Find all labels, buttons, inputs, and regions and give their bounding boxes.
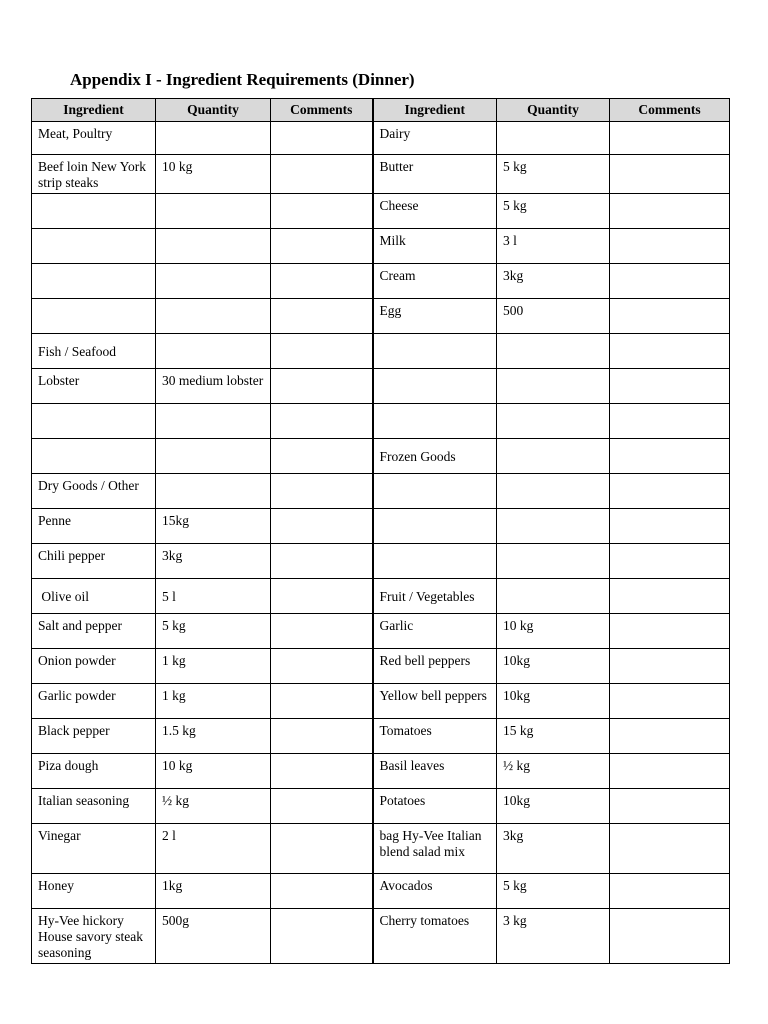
right-quantity-cell: 5 kg [497, 155, 610, 194]
left-quantity-cell [156, 122, 271, 155]
right-comments-cell [610, 264, 730, 299]
left-ingredient-cell: Vinegar [32, 824, 156, 874]
left-quantity-cell [156, 439, 271, 474]
left-ingredient-cell: Olive oil [32, 579, 156, 614]
right-ingredient-cell [373, 334, 497, 369]
header-ingredient-right: Ingredient [373, 99, 497, 122]
left-ingredient-cell: Fish / Seafood [32, 334, 156, 369]
right-ingredient-cell: Yellow bell peppers [373, 684, 497, 719]
left-quantity-cell: 1kg [156, 874, 271, 909]
right-quantity-cell: 3 l [497, 229, 610, 264]
right-comments-cell [610, 229, 730, 264]
right-ingredient-cell [373, 544, 497, 579]
table-row [32, 719, 730, 754]
table-row [32, 649, 730, 684]
table-row [32, 334, 730, 369]
left-ingredient-cell: Italian seasoning [32, 789, 156, 824]
left-comments-cell [271, 369, 373, 404]
left-quantity-cell: 2 l [156, 824, 271, 874]
right-ingredient-cell: Cream [373, 264, 497, 299]
left-quantity-cell: 5 kg [156, 614, 271, 649]
right-ingredient-cell: bag Hy-Vee Italian blend salad mix [373, 824, 497, 874]
left-comments-cell [271, 789, 373, 824]
header-quantity-left: Quantity [156, 99, 271, 122]
header-comments-right: Comments [610, 99, 730, 122]
left-ingredient-cell [32, 404, 156, 439]
left-comments-cell [271, 719, 373, 754]
right-quantity-cell: 10kg [497, 649, 610, 684]
header-ingredient-left: Ingredient [32, 99, 156, 122]
right-quantity-cell: 10kg [497, 684, 610, 719]
left-ingredient-cell: Meat, Poultry [32, 122, 156, 155]
left-ingredient-cell: Salt and pepper [32, 614, 156, 649]
header-comments-left: Comments [271, 99, 373, 122]
left-comments-cell [271, 404, 373, 439]
left-comments-cell [271, 824, 373, 874]
right-ingredient-cell [373, 509, 497, 544]
right-comments-cell [610, 299, 730, 334]
right-quantity-cell [497, 369, 610, 404]
left-quantity-cell [156, 474, 271, 509]
left-comments-cell [271, 684, 373, 719]
left-comments-cell [271, 264, 373, 299]
left-quantity-cell: 1.5 kg [156, 719, 271, 754]
right-comments-cell [610, 155, 730, 194]
ingredient-table [31, 98, 730, 964]
right-quantity-cell [497, 122, 610, 155]
left-quantity-cell: 15kg [156, 509, 271, 544]
left-quantity-cell: 1 kg [156, 649, 271, 684]
left-quantity-cell: 1 kg [156, 684, 271, 719]
left-ingredient-cell: Dry Goods / Other [32, 474, 156, 509]
table-row [32, 194, 730, 229]
table-row [32, 614, 730, 649]
left-quantity-cell: 10 kg [156, 754, 271, 789]
right-quantity-cell [497, 334, 610, 369]
left-quantity-cell [156, 194, 271, 229]
left-ingredient-cell: Beef loin New York strip steaks [32, 155, 156, 194]
right-quantity-cell: ½ kg [497, 754, 610, 789]
table-row [32, 684, 730, 719]
left-ingredient-cell [32, 299, 156, 334]
right-ingredient-cell: Potatoes [373, 789, 497, 824]
right-ingredient-cell: Avocados [373, 874, 497, 909]
table-row [32, 544, 730, 579]
left-comments-cell [271, 579, 373, 614]
right-comments-cell [610, 789, 730, 824]
left-ingredient-cell: Honey [32, 874, 156, 909]
right-quantity-cell: 10 kg [497, 614, 610, 649]
right-comments-cell [610, 439, 730, 474]
right-comments-cell [610, 194, 730, 229]
left-ingredient-cell [32, 264, 156, 299]
left-comments-cell [271, 334, 373, 369]
table-row [32, 229, 730, 264]
table-row [32, 404, 730, 439]
right-comments-cell [610, 404, 730, 439]
left-quantity-cell [156, 404, 271, 439]
table-row [32, 155, 730, 194]
right-quantity-cell [497, 579, 610, 614]
page-title: Appendix I - Ingredient Requirements (Dinner) [70, 70, 415, 89]
right-ingredient-cell [373, 369, 497, 404]
right-ingredient-cell: Garlic [373, 614, 497, 649]
left-comments-cell [271, 614, 373, 649]
right-comments-cell [610, 909, 730, 964]
left-comments-cell [271, 439, 373, 474]
right-quantity-cell: 5 kg [497, 194, 610, 229]
right-quantity-cell [497, 439, 610, 474]
right-quantity-cell [497, 404, 610, 439]
left-ingredient-cell: Black pepper [32, 719, 156, 754]
table-row [32, 789, 730, 824]
right-comments-cell [610, 824, 730, 874]
left-comments-cell [271, 754, 373, 789]
right-comments-cell [610, 474, 730, 509]
right-comments-cell [610, 719, 730, 754]
right-ingredient-cell: Frozen Goods [373, 439, 497, 474]
right-comments-cell [610, 579, 730, 614]
left-quantity-cell: 30 medium lobster [156, 369, 271, 404]
left-comments-cell [271, 194, 373, 229]
left-comments-cell [271, 649, 373, 684]
left-quantity-cell [156, 334, 271, 369]
left-ingredient-cell: Chili pepper [32, 544, 156, 579]
left-quantity-cell: 10 kg [156, 155, 271, 194]
right-comments-cell [610, 754, 730, 789]
right-comments-cell [610, 614, 730, 649]
left-comments-cell [271, 122, 373, 155]
right-comments-cell [610, 544, 730, 579]
left-quantity-cell [156, 264, 271, 299]
right-ingredient-cell: Red bell peppers [373, 649, 497, 684]
right-ingredient-cell: Tomatoes [373, 719, 497, 754]
right-quantity-cell [497, 509, 610, 544]
right-quantity-cell [497, 544, 610, 579]
right-ingredient-cell: Dairy [373, 122, 497, 155]
right-ingredient-cell: Cheese [373, 194, 497, 229]
left-quantity-cell [156, 229, 271, 264]
right-comments-cell [610, 334, 730, 369]
left-quantity-cell [156, 299, 271, 334]
table-row [32, 874, 730, 909]
table-row [32, 909, 730, 964]
right-comments-cell [610, 649, 730, 684]
left-comments-cell [271, 509, 373, 544]
left-quantity-cell: ½ kg [156, 789, 271, 824]
table-row [32, 369, 730, 404]
left-comments-cell [271, 874, 373, 909]
right-ingredient-cell [373, 404, 497, 439]
right-ingredient-cell: Fruit / Vegetables [373, 579, 497, 614]
left-comments-cell [271, 155, 373, 194]
right-quantity-cell: 3 kg [497, 909, 610, 964]
table-row [32, 754, 730, 789]
left-quantity-cell: 500g [156, 909, 271, 964]
right-ingredient-cell: Butter [373, 155, 497, 194]
table-row [32, 122, 730, 155]
table-row [32, 299, 730, 334]
right-comments-cell [610, 369, 730, 404]
table-row [32, 474, 730, 509]
header-quantity-right: Quantity [497, 99, 610, 122]
right-quantity-cell: 3kg [497, 264, 610, 299]
left-comments-cell [271, 544, 373, 579]
right-quantity-cell: 5 kg [497, 874, 610, 909]
table-row [32, 264, 730, 299]
left-comments-cell [271, 909, 373, 964]
left-ingredient-cell: Hy-Vee hickory House savory steak seasoning [32, 909, 156, 964]
left-ingredient-cell: Lobster [32, 369, 156, 404]
right-comments-cell [610, 684, 730, 719]
left-ingredient-cell [32, 439, 156, 474]
right-quantity-cell [497, 474, 610, 509]
left-comments-cell [271, 299, 373, 334]
table-row [32, 824, 730, 874]
right-ingredient-cell: Cherry tomatoes [373, 909, 497, 964]
table-row [32, 509, 730, 544]
left-quantity-cell: 5 l [156, 579, 271, 614]
right-quantity-cell: 3kg [497, 824, 610, 874]
left-ingredient-cell [32, 194, 156, 229]
table-row [32, 579, 730, 614]
right-quantity-cell: 10kg [497, 789, 610, 824]
right-ingredient-cell [373, 474, 497, 509]
table-row [32, 439, 730, 474]
right-ingredient-cell: Basil leaves [373, 754, 497, 789]
left-comments-cell [271, 474, 373, 509]
left-quantity-cell: 3kg [156, 544, 271, 579]
left-ingredient-cell: Onion powder [32, 649, 156, 684]
left-ingredient-cell [32, 229, 156, 264]
right-comments-cell [610, 122, 730, 155]
right-quantity-cell: 500 [497, 299, 610, 334]
right-comments-cell [610, 509, 730, 544]
right-ingredient-cell: Milk [373, 229, 497, 264]
right-comments-cell [610, 874, 730, 909]
right-ingredient-cell: Egg [373, 299, 497, 334]
left-ingredient-cell: Penne [32, 509, 156, 544]
right-quantity-cell: 15 kg [497, 719, 610, 754]
left-ingredient-cell: Garlic powder [32, 684, 156, 719]
left-comments-cell [271, 229, 373, 264]
left-ingredient-cell: Piza dough [32, 754, 156, 789]
table-header-row [32, 99, 730, 122]
